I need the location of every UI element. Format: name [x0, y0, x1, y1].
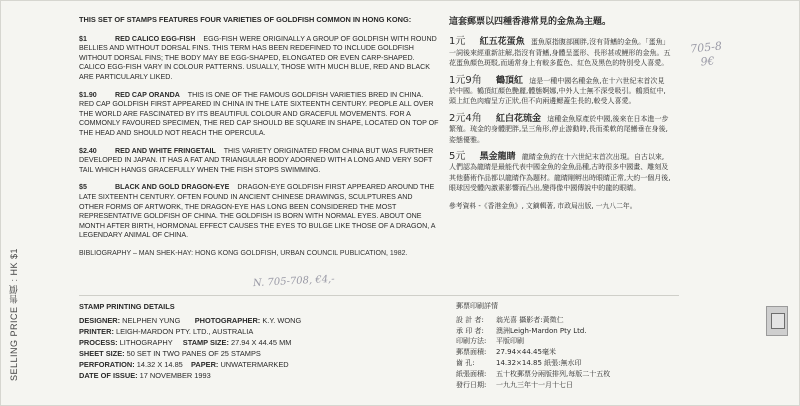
cn-print-key: 齒 孔:: [456, 358, 475, 367]
handwritten-note-right: [690, 39, 724, 70]
handwritten-line: 9€: [699, 54, 716, 69]
chinese-intro: 這套郵票以四種香港常見的金魚為主題。: [449, 17, 612, 27]
cn-stamp-name: 黑金龍睛: [479, 152, 516, 163]
cn-stamp-name: 紅五花蛋魚: [479, 37, 525, 48]
section-divider: [79, 295, 679, 296]
cn-stamp-value: 1元9角: [449, 74, 482, 86]
cn-print-key: 郵票面積:: [456, 348, 487, 357]
post-office-logo-icon: [766, 306, 788, 336]
chinese-description: [449, 17, 671, 211]
stamp-size-label: STAMP SIZE:: [182, 338, 229, 347]
cn-stamp-desc: 龍睛金魚約在十六世紀末首次出現。自古以來,人們認為龍睛是最能代表中國金魚的金魚品種,古時很多中國畫、雕刻及其他藝術作品都以龍睛作為題材。龍睛剛孵出時眼睛正常,大約一個月後,眼球因受體內激素影響而凸出,變得像中國傳說中的龍的眼睛。: [449, 153, 671, 193]
cn-stamp-desc: 蛋魚原指腹部圓胖,沒有背鰭的金魚。「蛋魚」一詞後來經重新註解,指沒有背鰭,身體呈蛋形、長形甚或鯉形的金魚。五花蛋魚顏色斑駁,而通常身上有較多藍色、紅色及黑色的特別受人喜愛。: [449, 38, 671, 68]
cn-stamp-value: 2元4角: [449, 112, 482, 124]
stamp-desc: THIS IS ONE OF THE FAMOUS GOLDFISH VARIETIES BRED IN CHINA. RED CAP GOLDFISH FIRST APPEARED IN CHINA IN THE LATE SIXTEENTH CENTURY. PEOPLE ALL OVER THE WORLD ARE FASCINATED BY ITS BEAUTIFUL COLOUR AND GRACEFUL MOVEMENTS. FOR A COMMONLY FAVOURED SPECIMEN, THE RED CAP SHOULD BE SQUARE IN SHAPE, LOCATED ON TOP OF THE HEAD AND SHOULD NOT REACH THE OPERCULA.: [79, 90, 439, 137]
paper-label: PAPER:: [191, 360, 219, 369]
date-label: DATE OF ISSUE:: [79, 371, 138, 380]
sheet-size-label: SHEET SIZE:: [79, 349, 125, 358]
cn-print-key: 印刷方法:: [456, 337, 487, 346]
stamp-value: $5: [79, 183, 87, 192]
cn-print-value: 14.32×14.85 紙張:無水印: [496, 358, 582, 367]
stamp-value: $2.40: [79, 146, 97, 155]
stamp-name: RED CAP ORANDA: [114, 90, 180, 99]
cn-print-value: 澳洲Leigh-Mardon Pty Ltd.: [496, 326, 587, 335]
cn-print-value: 一九九三年十一月十七日: [496, 380, 573, 389]
date-row: [79, 370, 409, 381]
cn-print-row: [456, 315, 696, 326]
process-value: LITHOGRAPHY: [119, 338, 173, 347]
english-intro: THIS SET OF STAMPS FEATURES FOUR VARIETIES OF GOLDFISH COMMON IN HONG KONG:: [79, 15, 412, 24]
english-bibliography: BIBLIOGRAPHY – MAN SHEK-HAY: HONG KONG GOLDFISH, URBAN COUNCIL PUBLICATION, 1982.: [79, 249, 408, 257]
printer-row: [79, 326, 409, 337]
stamp-desc: THIS VARIETY ORIGINATED FROM CHINA BUT WAS FURTHER DEVELOPED IN JAPAN. IT HAS A FAT AND TRIANGULAR BODY ADORNED WITH A LONG AND VERY SOFT TAIL WHICH HANGS GRACEFULLY WHEN THE FISH STOPS SWIMMING.: [79, 146, 434, 174]
printer-label: PRINTER:: [79, 327, 114, 336]
cn-print-row: [456, 347, 696, 358]
photographer-value: K.Y. WONG: [262, 316, 302, 325]
stamp-value: $1: [79, 34, 87, 43]
process-label: PROCESS:: [79, 338, 118, 347]
cn-print-key: 發行日期:: [456, 380, 487, 389]
selling-price-label: SELLING PRICE 售價 : HK $1: [9, 247, 19, 381]
cn-stamp-value: 1元: [449, 36, 466, 48]
cn-printing-title: 郵票印刷詳情: [456, 302, 498, 310]
sheet-size-row: [79, 348, 409, 359]
cn-stamp-entry-2: [449, 76, 671, 107]
cn-stamp-entry-3: [449, 114, 671, 145]
perforation-value: 14.32 X 14.85: [136, 360, 183, 369]
cn-print-row: [456, 358, 696, 369]
photographer-label: PHOTOGRAPHER:: [194, 316, 261, 325]
cn-stamp-desc: 這種金魚原產於中國,後來在日本進一步繁殖。琉金的身體肥胖,呈三角形,停止游動時,長而柔軟的尾鰭垂在身後,姿態優雅。: [449, 114, 669, 144]
cn-print-value: 27.94×44.45毫米: [496, 348, 556, 357]
perforation-label: PERFORATION:: [79, 360, 135, 369]
stamp-size-value: 27.94 X 44.45 MM: [231, 338, 292, 347]
stamp-entry-1: [79, 35, 439, 83]
handwritten-note-left: N. 705-708, €4,-: [252, 273, 335, 290]
cn-print-row: [456, 380, 696, 391]
cn-print-key: 紙張面積:: [456, 369, 487, 378]
process-row: [79, 337, 409, 348]
cn-stamp-entry-4: [449, 152, 671, 194]
stamp-entry-3: [79, 147, 439, 176]
cn-print-key: 設 計 者:: [456, 315, 484, 324]
stamp-name: RED CALICO EGG-FISH: [114, 34, 196, 43]
designer-value: NELPHEN YUNG: [122, 316, 181, 325]
printer-value: LEIGH-MARDON PTY. LTD., AUSTRALIA: [115, 327, 254, 336]
printing-title: STAMP PRINTING DETAILS: [79, 302, 175, 311]
stamp-entry-2: [79, 91, 439, 139]
stamp-desc: DRAGON-EYE GOLDFISH FIRST APPEARED AROUND THE LATE SIXTEENTH CENTURY. OFTEN FOUND IN ANCIENT CHINESE DRAWINGS, SCULPTURES AND OTHER FORMS OF ARTWORK, THE DRAGON-EYE HAS LONG BEEN CONSIDERED THE MOST REPRESENTATIVE GOLDFISH OF CHINA. THE GOLDFISH IS BORN WITH NORMAL EYES. ABOUT ONE MONTH AFTER BIRTH, HORMONAL EFFECT CAUSES THE EYES TO BULGE LIKE THOSE OF A DRAGON, A LEGENDARY ANIMAL OF CHINA.: [79, 183, 436, 240]
stamp-name: BLACK AND GOLD DRAGON-EYE: [114, 183, 230, 192]
stamp-entry-4: [79, 183, 439, 241]
paper-value: UNWATERMARKED: [220, 360, 289, 369]
cn-stamp-name: 鶴頂紅: [495, 75, 523, 86]
cn-print-key: 承 印 者:: [456, 326, 484, 335]
stamp-value: $1.90: [79, 90, 97, 99]
cn-stamp-name: 紅白花琉金: [495, 113, 541, 124]
cn-print-row: [456, 326, 696, 337]
cn-print-value: 翁光喜 攝影者:黃徵仁: [496, 315, 564, 324]
printing-details-english: [79, 301, 409, 381]
handwritten-line: 705-8: [689, 39, 723, 56]
designer-row: [79, 315, 409, 326]
cn-print-row: [456, 336, 696, 347]
stamp-name: RED AND WHITE FRINGETAIL: [114, 146, 216, 155]
stamp-desc: EGG-FISH WERE ORIGINALLY A GROUP OF GOLDFISH WITH ROUND BELLIES AND WITHOUT DORSAL FINS. THIS TERM HAS BEEN REDEFINED TO INCLUDE GOLDFISH WITHOUT DORSAL FINS; THE BODY MAY BE EGG-SHAPED, ELONGATED OR EVEN CARP-SHAPED. CALICO EGG-FISH VARY IN COLOUR PATTERNS. USUALLY, THOSE WITH MUCH BLUE, RED AND BLACK ARE PARTICULARLY LIKED.: [79, 34, 437, 81]
cn-print-row: [456, 369, 696, 380]
cn-print-value: 五十枚郵票分兩版排列,每版二十五枚: [496, 369, 611, 378]
english-description: [79, 15, 439, 258]
cn-print-value: 平版印刷: [496, 337, 524, 346]
cn-stamp-desc: 這是一種中國名種金魚,在十六世紀末首次見於中國。鶴頂紅顏色艷麗,體態婀娜,中外人士無不深受吸引。鶴頂紅中,頭上紅色肉瘤呈方正狀,但不向兩邊鰓蓋生長的,較受人喜愛。: [449, 76, 666, 106]
perforation-row: [79, 359, 409, 370]
designer-label: DESIGNER:: [79, 316, 121, 325]
chinese-bibliography: 參考資料 -《香港金魚》, 文鏑輯著, 市政局出版, 一九八二年。: [449, 201, 637, 210]
cn-stamp-entry-1: [449, 37, 671, 68]
sheet-size-value: 50 SET IN TWO PANES OF 25 STAMPS: [126, 349, 261, 358]
printing-details-chinese: [456, 301, 696, 390]
date-value: 17 NOVEMBER 1993: [139, 371, 211, 380]
cn-stamp-value: 5元: [449, 151, 466, 163]
